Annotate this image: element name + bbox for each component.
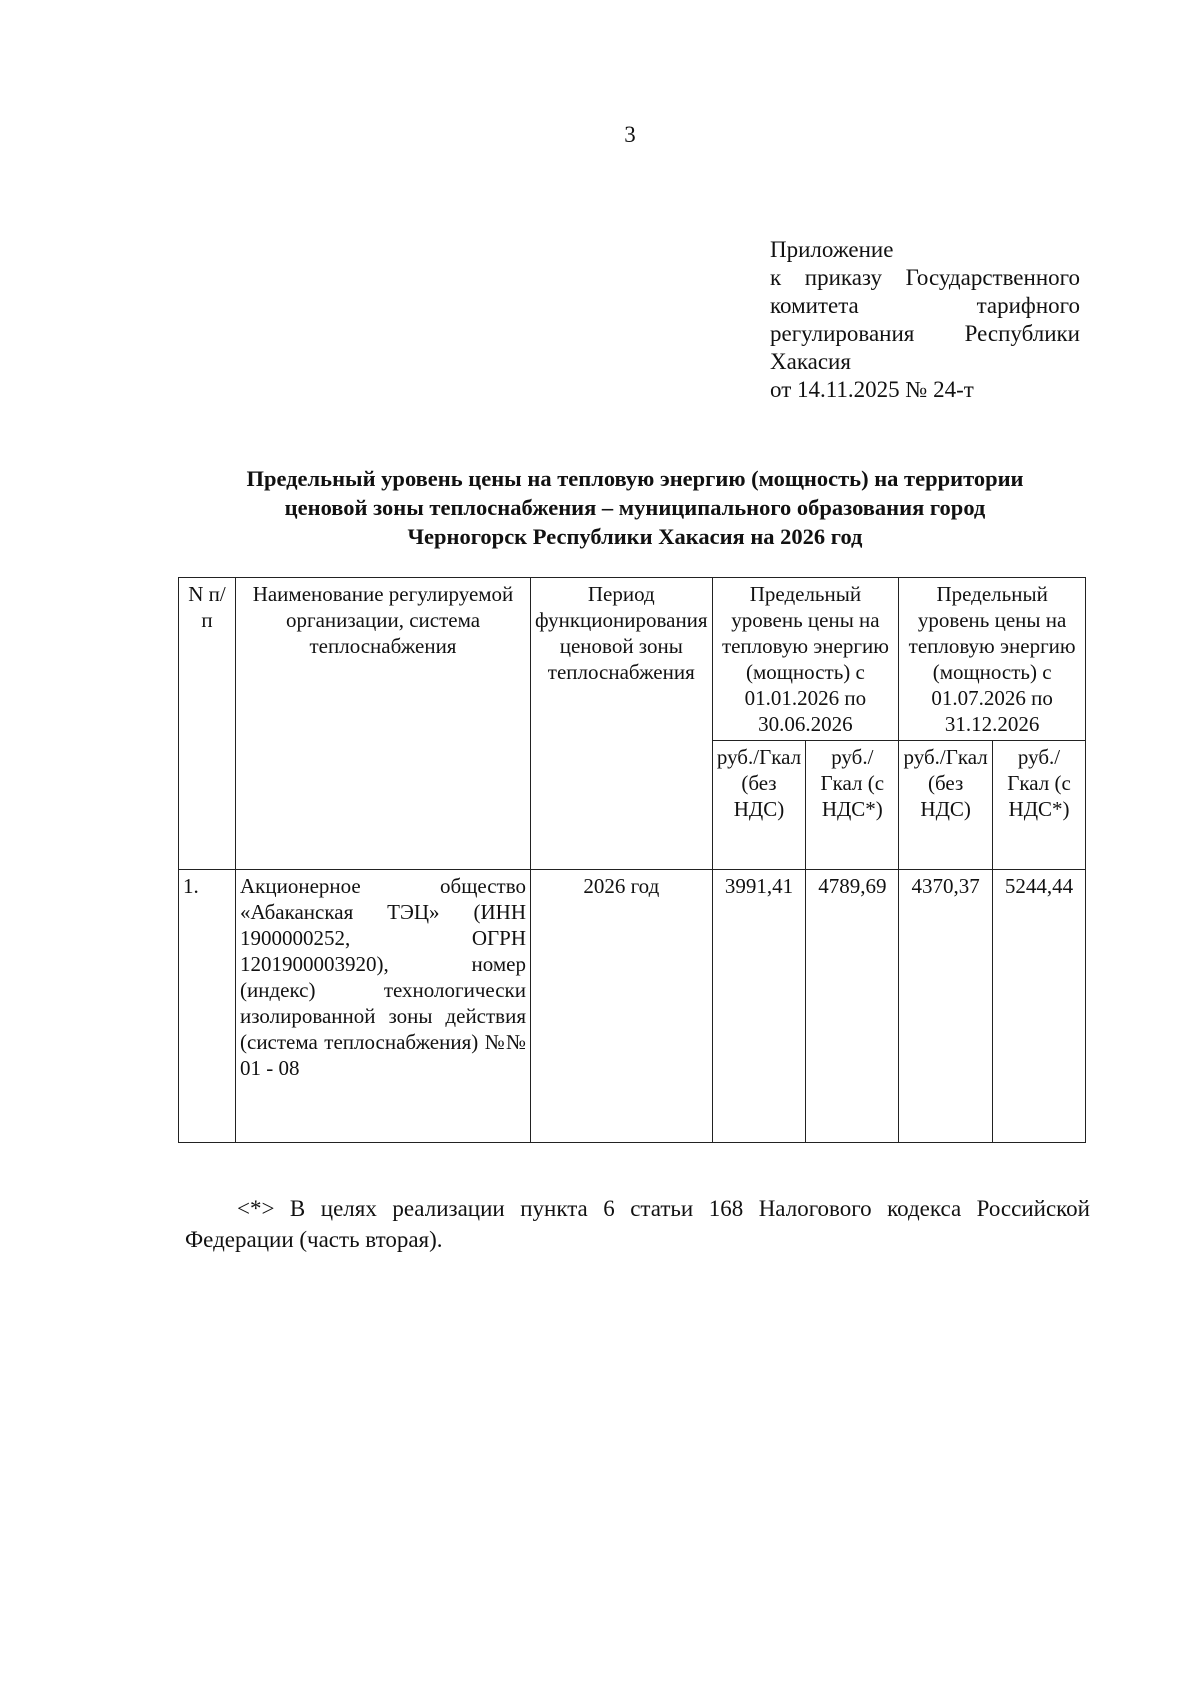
table-row [179,870,1086,1143]
header-organization: Наименование регулируемой организации, система теплоснабжения [236,578,531,870]
footnote: <*> В целях реализации пункта 6 статьи 168 Налогового кодекса Российской Федерации (часть вторая). [185,1196,1090,1252]
row-number: 1. [179,870,236,1143]
document-title [170,464,1100,551]
price-h1-no-vat: 3991,41 [712,870,806,1143]
price-table [178,577,1086,1143]
price-h2-no-vat: 4370,37 [899,870,993,1143]
page-number: 3 [624,122,636,147]
row-organization: Акционерное общество «Абаканская ТЭЦ» (ИНН 1900000252, ОГРН 1201900003920), номер (индекс) технологически изолированной зоны действия (система теплоснабжения) №№ 01 - 08 [236,870,531,1143]
title-line: Черногорск Республики Хакасия на 2026 год [407,524,863,549]
header-unit-no-vat: руб./Гкал (без НДС) [899,741,993,870]
header-second-half: Предельный уровень цены на тепловую энергию (мощность) с 01.07.2026 по 31.12.2026 [899,578,1086,741]
row-period: 2026 год [531,870,713,1143]
appendix-line: Приложение [770,237,894,262]
appendix-block [770,236,1080,404]
table-header-row [179,578,1086,741]
header-period: Период функционирования ценовой зоны теплоснабжения [531,578,713,870]
header-unit-vat: руб./Гкал (с НДС*) [806,741,899,870]
header-unit-vat: руб./Гкал (с НДС*) [993,741,1086,870]
appendix-line: комитета тарифного [770,293,1080,318]
appendix-line: Хакасия [770,349,851,374]
header-number: N п/п [179,578,236,870]
appendix-line: регулирования Республики [770,321,1080,346]
header-unit-no-vat: руб./Гкал (без НДС) [712,741,806,870]
title-line: ценовой зоны теплоснабжения – муниципального образования город [284,495,986,520]
price-h1-vat: 4789,69 [806,870,899,1143]
appendix-line: к приказу Государственного [770,265,1080,290]
title-line: Предельный уровень цены на тепловую энергию (мощность) на территории [246,466,1024,491]
header-first-half: Предельный уровень цены на тепловую энергию (мощность) с 01.01.2026 по 30.06.2026 [712,578,899,741]
appendix-line: от 14.11.2025 № 24-т [770,377,974,402]
price-h2-vat: 5244,44 [993,870,1086,1143]
